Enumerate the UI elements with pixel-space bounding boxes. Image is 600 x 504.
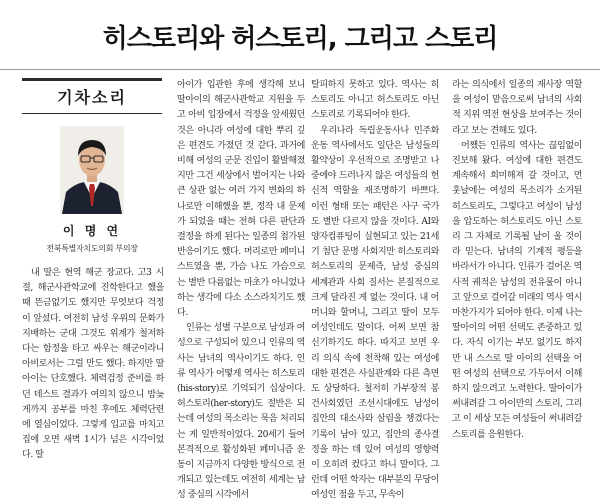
author-sidebar bbox=[22, 78, 162, 254]
body-column-4 bbox=[452, 78, 582, 450]
article-headline: 히스토리와 허스토리, 그리고 스토리 bbox=[102, 24, 498, 54]
author-name: 이 명 연 bbox=[62, 224, 122, 238]
paragraph: 내 딸은 현역 해군 장교다. 고3 시절, 해군사관학교에 진학한다고 했을 때 뜬금없기도 했지만 무엇보다 걱정이 앞섰다. 여전히 남성 우위의 문화가 지배하는 군대 그것도 위계가 철저하다는 함정을 타고 싸우는 해군이라니 아비로서는 그럴 만도 했다. 하지만 딸아이는 단호했다. 체력검정 준비를 하던 테스트 결과가 여의치 않으니 밤늦게까지 공부를 마친 후에도 체력단련에 열심이었다. 그렇게 입교를 마치고 집에 오면 새벽 1시가 넘은 시각이었다. 딸 bbox=[22, 268, 164, 461]
headline-area bbox=[0, 0, 600, 70]
paragraph: 탈피하지 못하고 있다. 역사는 히스토리도 아니고 허스토리도 아닌 스토리로 기록되어야 한다. bbox=[311, 80, 439, 121]
author-portrait-photo bbox=[60, 126, 124, 214]
column-title: 기차소리 bbox=[22, 78, 162, 114]
body-column-3 bbox=[311, 78, 439, 501]
author-affiliation: 전북특별자치도의회 부의장 bbox=[46, 244, 138, 253]
portrait-icon bbox=[60, 126, 124, 214]
body-column-1 bbox=[22, 266, 164, 461]
paragraph: 어쨌든 인류의 역사는 끊임없이 진보해 왔다. 여성에 대한 편견도 계속해서 희미해져 갈 것이고, 먼 훗날에는 여성의 목소리가 소거된 히스토리도, 그렇다고 여성이 남성을 압도하는 허스토리도 아닌 스토리 그 자체로 기록될 날이 올 것이라 믿는다. 남녀의 기계적 평등을 바라서가 아니다. 인류가 걸어온 역사적 궤적은 남성의 전유물이 아니고 앞으로 걸어갈 미래의 역사 역시 마찬가지가 되어야 한다. 이제 나는 딸아이의 어떤 선택도 존중하고 있다. 자식 이기는 부모 없기도 하지만 내 스스로 딸 아이의 선택을 어떤 여성의 선택으로 가두어서 이해하지 않으려고 노력한다. 딸아이가 써내려갈 그 아이만의 스토리, 그리고 이 세상 모든 여성들이 써내려갈 스토리를 응원한다. bbox=[452, 140, 582, 440]
paragraph: 아이가 입관한 후에 생각해 보니 딸아이의 해군사관학교 지원을 두고 아비 입장에서 걱정을 앞세웠던 것은 아니라 여성에 대한 뿌리 깊은 편견도 가졌던 것 같다. 과거에 비해 여성의 군문 진입이 활발해졌지만 그건 세상에서 벌어지는 나와 큰 상관 없는 여러 가지 변화의 하나로만 이해했을 뿐, 정작 내 문제가 되었을 때는 전혀 다른 판단과 결정을 하게 된다는 일종의 첨가된 반응이기도 했다. 머리로만 페미니스트였을 뿐, 가슴 나도 가슴으로는 별반 다름없는 마초가 아니었나 하는 생각에 다소 소스라치기도 했다. bbox=[177, 80, 305, 319]
paragraph: 라는 의식에서 일종의 재사장 역할을 여성이 맡음으로써 남녀의 사회적 지위 역전 현상을 보여주는 것이라고 보는 견해도 있다. bbox=[452, 80, 582, 136]
paragraph: 우리나라 독립운동사나 민주화운동 역사에서도 일단은 남성들의 활약상이 우선적으로 조명받고 나중에야 드러나지 않은 여성들의 헌신적 역할을 재조명하기 바쁘다. 이런 형태 또는 패턴은 사구 국가도 별반 다르지 않을 것이다. AI와 양자컴퓨팅이 실현되고 있는 21세기 첨단 문명 사회지만 히스토리와 허스토리의 문제즉, 남성 중심의 세계관과 사회 질서는 본질적으로 크게 달라진 게 없는 것이다. 내 어머니와 할머니, 그리고 딸이 모두 여성인데도 말이다. 어쩌 보면 참 신기하기도 하다. 따지고 보면 우리 의식 속에 천착해 있는 여성에 대한 편견은 사실관계와 다른 측면도 상당하다. 철저히 가부장적 봉건사회였던 조선시대에도 남성이 집안의 대소사와 살림을 챙겼다는 기록이 남아 있고, 집안의 종사결정을 하는 데 있어 여성의 영향력이 오히려 컸다고 하니 말이다. 그런데 어떤 학자는 대부분의 무당이 여성인 점을 두고, 무속이 bbox=[311, 125, 439, 501]
paragraph: 인류는 성별 구분으로 남성과 여성으로 구성되어 있으니 인류의 역사는 남녀의 역사이기도 하다. 인류 역사가 어떻게 역사는 히스토리(his-story)로 기억되기 십상이다. 허스토리(her-story)도 절반은 되는데 여성의 목소리는 묵음 처리되는 게 일반적이었다. 20세기 들어 본격적으로 활성화된 페미니즘 운동이 지금까지 다양한 방식으로 전개되고 있는데도 여전히 세계는 남성 중심의 시각에서 bbox=[177, 323, 305, 501]
body-column-2 bbox=[177, 78, 305, 501]
